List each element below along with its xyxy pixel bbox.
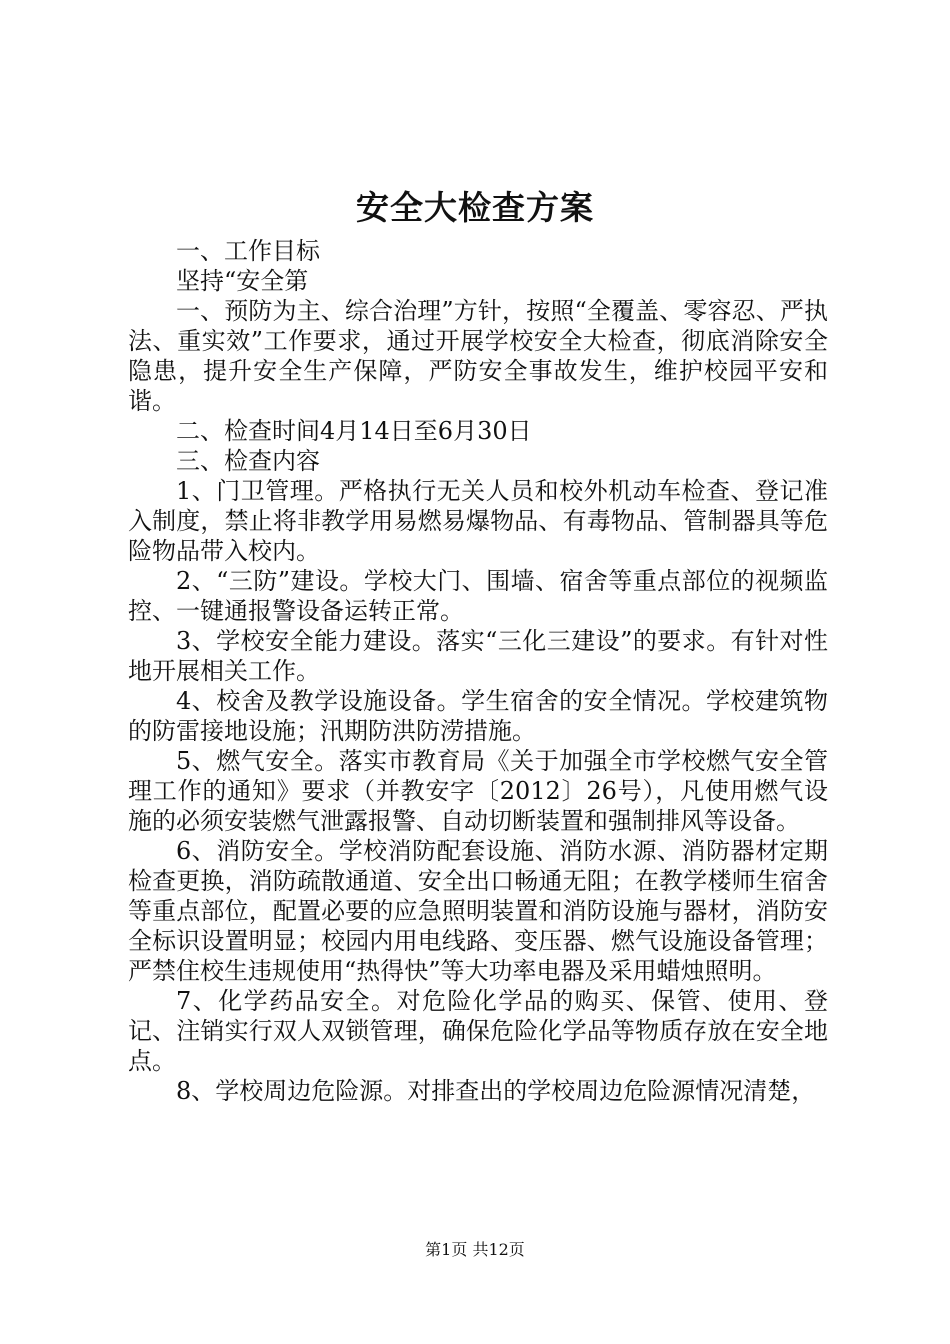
section-heading-content: 三、检查内容 [176,447,320,475]
item-three-defense: 2、“三防”建设。学校大门、围墙、宿舍等重点部位的视频监控、一键通报警设备运转正常。 [128,567,828,625]
section-heading-goal: 一、工作目标 [176,237,320,265]
item-chemical-safety: 7、化学药品安全。对危险化学品的购买、保管、使用、登记、注销实行双人双锁管理，确保危险化学品等物质存放在安全地点。 [128,987,828,1075]
item-school-buildings: 4、校舍及教学设施设备。学生宿舍的安全情况。学校建筑物的防雷接地设施；汛期防洪防涝措施。 [128,687,828,745]
paragraph-principle: 一、预防为主、综合治理”方针，按照“全覆盖、零容忍、严执法、重实效”工作要求，通过开展学校安全大检查，彻底消除安全隐患，提升安全生产保障，严防安全事故发生，维护校园平安和谐。 [128,297,828,415]
document-body [128,236,828,1106]
document-title: 安全大检查方案 [356,188,594,227]
item-fire-safety: 6、消防安全。学校消防配套设施、消防水源、消防器材定期检查更换，消防疏散通道、安全出口畅通无阻；在教学楼师生宿舍等重点部位，配置必要的应急照明装置和消防设施与器材，消防安全标识设置明显；校园内用电线路、变压器、燃气设施设备管理；严禁住校生违规使用“热得快”等大功率电器及采用蜡烛照明。 [128,837,828,985]
item-surrounding-hazards: 8、学校周边危险源。对排查出的学校周边危险源情况清楚， [176,1077,816,1105]
paragraph-principle-start: 坚持“安全第 [176,267,309,295]
item-gas-safety: 5、燃气安全。落实市教育局《关于加强全市学校燃气安全管理工作的通知》要求（并教安字〔2012〕26号），凡使用燃气设施的必须安装燃气泄露报警、自动切断装置和强制排风等设备。 [128,747,828,835]
section-heading-time: 二、检查时间4月14日至6月30日 [176,417,532,445]
item-gate-management: 1、门卫管理。严格执行无关人员和校外机动车检查、登记准入制度，禁止将非教学用易燃易爆物品、有毒物品、管制器具等危险物品带入校内。 [128,477,828,565]
page-footer: 第1页 共12页 [425,1240,525,1259]
item-safety-capacity: 3、学校安全能力建设。落实“三化三建设”的要求。有针对性地开展相关工作。 [128,627,828,685]
